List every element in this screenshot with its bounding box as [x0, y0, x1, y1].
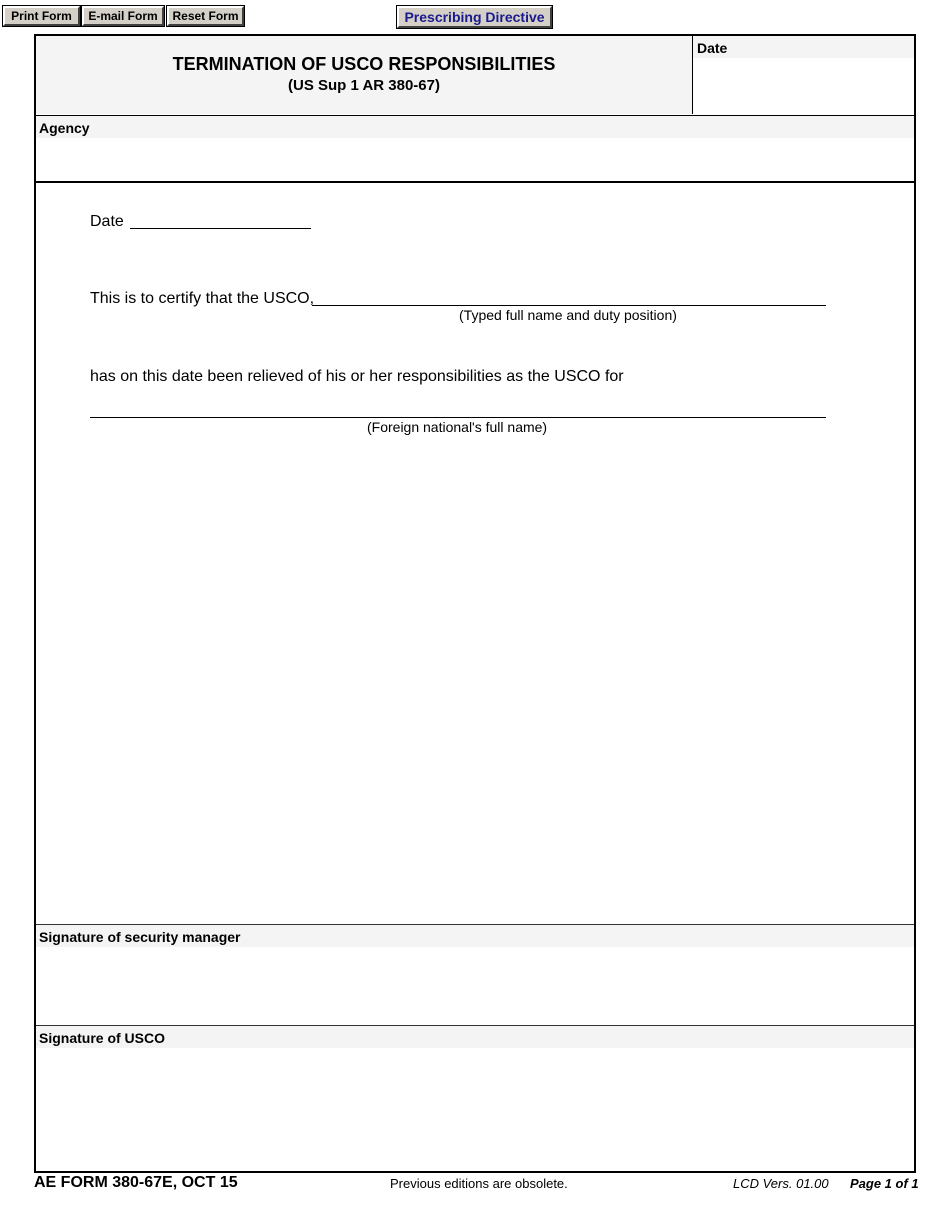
version-label: LCD Vers. 01.00: [733, 1176, 829, 1191]
agency-field[interactable]: [36, 138, 914, 180]
form-title: TERMINATION OF USCO RESPONSIBILITIES: [172, 54, 556, 74]
print-form-button[interactable]: Print Form: [3, 6, 80, 26]
usco-signature-label: Signature of USCO: [36, 1026, 914, 1048]
form-id: AE FORM 380-67E, OCT 15: [34, 1174, 238, 1191]
form-frame: [34, 34, 916, 1173]
relieved-text: has on this date been relieved of his or her responsibilities as the USCO for: [90, 368, 624, 385]
security-manager-signature-block: [36, 924, 914, 1026]
header-date-label: Date: [693, 36, 914, 58]
prescribing-directive-button[interactable]: Prescribing Directive: [397, 6, 552, 28]
foreign-national-caption: (Foreign national's full name): [367, 419, 548, 435]
header-date-block: [693, 36, 914, 114]
agency-label: Agency: [36, 116, 914, 138]
header-date-field[interactable]: [693, 58, 914, 114]
usco-signature-block: [36, 1025, 914, 1172]
usco-signature-field[interactable]: [36, 1048, 914, 1170]
form-subtitle: (US Sup 1 AR 380-67): [288, 77, 440, 94]
certify-text: This is to certify that the USCO,: [90, 290, 315, 307]
foreign-national-field[interactable]: [90, 417, 826, 418]
security-manager-signature-field[interactable]: [36, 947, 914, 1025]
body-date-field[interactable]: [130, 228, 311, 229]
reset-form-button[interactable]: Reset Form: [167, 6, 244, 26]
agency-block: [36, 115, 914, 183]
form-header: [36, 36, 693, 114]
obsolete-note: Previous editions are obsolete.: [390, 1176, 568, 1191]
body-date-label: Date: [90, 213, 124, 230]
security-manager-signature-label: Signature of security manager: [36, 925, 914, 947]
usco-name-caption: (Typed full name and duty position): [459, 307, 677, 323]
usco-name-field[interactable]: [312, 305, 826, 306]
page-number: Page 1 of 1: [850, 1176, 919, 1191]
email-form-button[interactable]: E-mail Form: [82, 6, 164, 26]
